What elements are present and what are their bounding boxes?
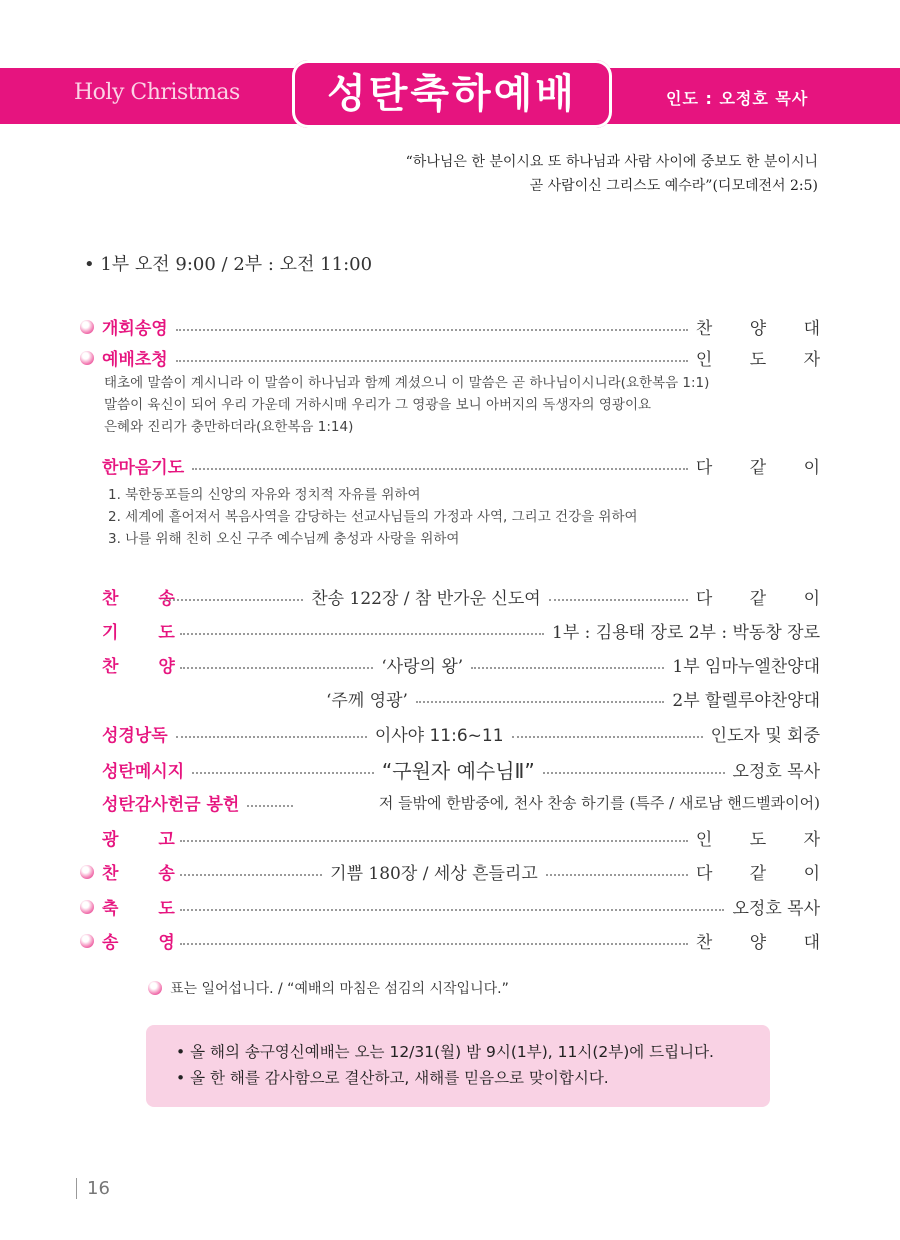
- dot-leader: [176, 360, 688, 362]
- dot-leader: [164, 599, 303, 601]
- row-benediction: [80, 894, 820, 919]
- bullet-icon: [80, 320, 94, 334]
- row-prayer: [102, 453, 836, 478]
- dot-leader: [180, 943, 688, 945]
- scripture-line: 말씀이 육신이 되어 우리 가운데 거하시매 우리가 그 영광을 보니 아버지의 독생자의 영광이요: [104, 397, 652, 413]
- row-mid: 이사야 11:6~11: [374, 726, 504, 746]
- notice-box: [146, 1025, 770, 1107]
- row-label: 찬양: [102, 657, 215, 677]
- dot-leader: [512, 736, 703, 738]
- english-title: Holy Christmas: [74, 80, 240, 105]
- dot-leader: [180, 874, 322, 876]
- row-label: 찬송: [102, 589, 215, 609]
- row-right: 다 같 이: [695, 589, 836, 609]
- row-label: 성경낭독: [102, 726, 168, 746]
- row-right: 저 들밖에 한밤중에, 천사 찬송 하기를 (특주 / 새로남 핸드벨콰이어): [378, 794, 820, 812]
- row-hymn-2: [80, 859, 837, 884]
- scripture-line: 은혜와 진리가 충만하더라(요한복음 1:14): [104, 419, 354, 435]
- bullet-icon: [148, 981, 162, 995]
- verse-line-2: 곧 사람이신 그리스도 예수라”(디모데전서 2:5): [529, 178, 818, 194]
- sermon-title: “구원자 예수님Ⅱ”: [381, 759, 535, 783]
- row-label: 찬송: [102, 864, 215, 884]
- row-label: 축도: [102, 899, 215, 919]
- row-anthem-2: [326, 686, 820, 711]
- verse-line-1: “하나님은 한 분이시요 또 하나님과 사람 사이에 중보도 한 분이시니: [405, 154, 818, 170]
- row-right: 오정호 목사: [732, 762, 821, 782]
- notice-line: • 올 한 해를 감사함으로 결산하고, 새해를 믿음으로 맞이합시다.: [176, 1069, 609, 1087]
- row-offering: [102, 790, 820, 815]
- row-right: 다 같 이: [695, 458, 836, 478]
- prayer-list: [108, 484, 638, 550]
- list-item: 1. 북한동포들의 신앙의 자유와 정치적 자유를 위하여: [108, 487, 421, 503]
- dot-leader: [549, 599, 688, 601]
- title-box: [292, 60, 612, 128]
- dot-leader: [176, 329, 688, 331]
- row-right: 오정호 목사: [732, 899, 820, 919]
- dot-leader: [176, 736, 367, 738]
- scripture-line: 태초에 말씀이 계시니라 이 말씀이 하나님과 함께 계셨으니 이 말씀은 곧 하나님이시니라(요한복음 1:1): [104, 375, 710, 391]
- standing-note: [148, 978, 509, 998]
- page-number: 16: [76, 1178, 110, 1199]
- row-hymn-1: [102, 584, 836, 609]
- row-right: 2부 할렐루야찬양대: [672, 691, 820, 711]
- row-label: 개회송영: [102, 319, 168, 339]
- row-right: 인 도 자: [695, 830, 836, 850]
- dot-leader: [247, 805, 293, 807]
- row-right: 인도자 및 회중: [710, 726, 820, 746]
- bullet-icon: [80, 934, 94, 948]
- row-label: 송영: [102, 933, 215, 953]
- row-sermon: [102, 755, 820, 784]
- row-right: 찬 양 대: [695, 319, 836, 339]
- row-anthem: [102, 652, 820, 677]
- dot-leader: [543, 772, 725, 774]
- bullet-icon: [80, 865, 94, 879]
- row-right: 1부 임마누엘찬양대: [672, 657, 821, 677]
- page-title: 성탄축하예배: [327, 71, 577, 117]
- service-times: • 1부 오전 9:00 / 2부 : 오전 11:00: [84, 254, 373, 275]
- row-mid: 기쁨 180장 / 세상 흔들리고: [330, 864, 538, 884]
- note-text: 표는 일어섭니다. / “예배의 마침은 섬김의 시작입니다.”: [170, 981, 509, 997]
- verse: [406, 150, 818, 198]
- row-label: 한마음기도: [102, 458, 185, 478]
- dot-leader: [471, 667, 664, 669]
- list-item: 2. 세계에 흩어져서 복음사역을 감당하는 선교사님들의 가정과 사역, 그리고 건강을 위하여: [108, 509, 638, 525]
- leader-label: 인도 : 오정호 목사: [666, 89, 809, 108]
- dot-leader: [192, 772, 374, 774]
- row-prayer-2: [102, 618, 820, 643]
- notice-line: • 올 해의 송구영신예배는 오는 12/31(월) 밤 9시(1부), 11시(2부)에 드립니다.: [176, 1043, 714, 1061]
- row-right: 인 도 자: [695, 350, 836, 370]
- dot-leader: [416, 701, 664, 703]
- row-label: 성탄감사헌금 봉헌: [102, 795, 240, 815]
- row-mid: 찬송 122장 / 참 반가운 신도여: [311, 589, 541, 609]
- row-right: 찬 양 대: [695, 933, 836, 953]
- dot-leader: [180, 667, 373, 669]
- row-reading: [102, 721, 820, 746]
- row-label: 광고: [102, 830, 215, 850]
- row-right: 1부 : 김용태 장로 2부 : 박동창 장로: [552, 623, 820, 643]
- dot-leader: [192, 468, 688, 470]
- dot-leader: [180, 633, 544, 635]
- row-doxology: [80, 928, 836, 953]
- dot-leader: [180, 909, 724, 911]
- row-label: 기도: [102, 623, 215, 643]
- row-right: 다 같 이: [695, 864, 837, 884]
- row-label: 예배초청: [102, 350, 168, 370]
- bullet-icon: [80, 351, 94, 365]
- list-item: 3. 나를 위해 친히 오신 구주 예수님께 충성과 사랑을 위하여: [108, 531, 460, 547]
- row-label: 성탄메시지: [102, 762, 185, 782]
- row-announce: [102, 825, 836, 850]
- dot-leader: [546, 874, 688, 876]
- dot-leader: [180, 840, 688, 842]
- row-mid: ‘주께 영광’: [326, 691, 408, 711]
- row-mid: ‘사랑의 왕’: [381, 657, 464, 677]
- bullet-icon: [80, 900, 94, 914]
- row-opening: [80, 314, 836, 339]
- call-scripture: [104, 372, 709, 438]
- row-call: [80, 345, 836, 370]
